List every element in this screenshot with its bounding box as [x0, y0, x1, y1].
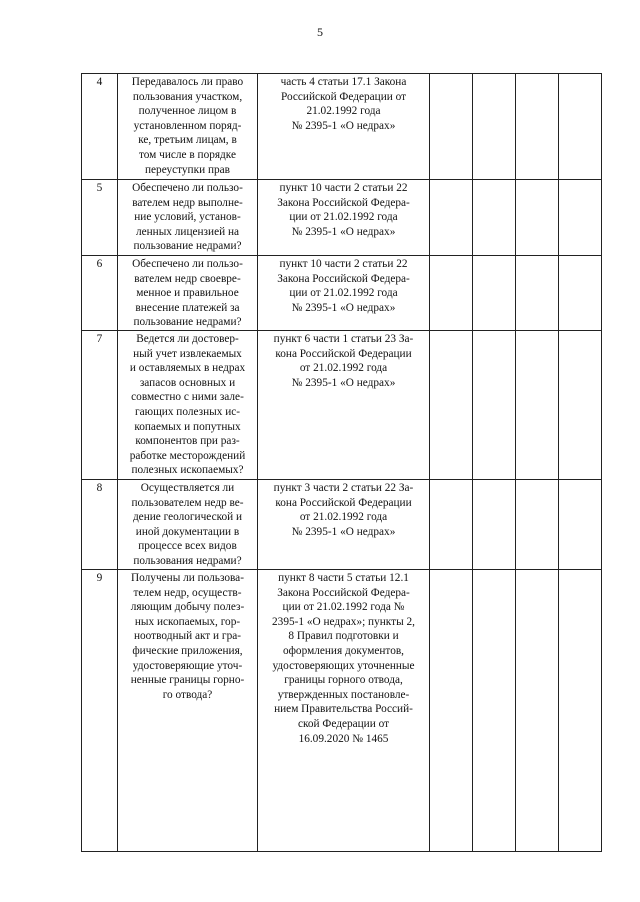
answer-cell [473, 180, 516, 256]
answer-cell [516, 180, 559, 256]
legal-reference-text: пункт 10 части 2 статьи 22 Закона Российской Федера- ции от 21.02.1992 года № 2395-1 «О недрах» [277, 258, 410, 314]
table-row [82, 256, 602, 331]
row-number: 6 [82, 256, 118, 331]
question-cell [118, 570, 258, 852]
legal-reference-text: пункт 6 части 1 статьи 23 За- кона Российской Федерации от 21.02.1992 года № 2395-1 «О недрах» [273, 333, 414, 389]
row-number: 7 [82, 331, 118, 480]
question-text: Осуществляется ли пользователем недр ве- дение геологической и иной документации в процессе всех видов пользования недрами? [131, 482, 244, 567]
answer-cell [516, 480, 559, 570]
answer-cell [430, 480, 473, 570]
legal-reference-text: пункт 10 части 2 статьи 22 Закона Российской Федера- ции от 21.02.1992 года № 2395-1 «О недрах» [277, 182, 410, 238]
answer-cell [516, 74, 559, 180]
legal-reference-cell [258, 480, 430, 570]
table-row [82, 331, 602, 480]
question-text: Обеспечено ли пользо- вателем недр выполне- ние условий, установ- ленных лицензией на пользование недрами? [132, 182, 243, 253]
question-cell [118, 331, 258, 480]
answer-cell [473, 570, 516, 852]
question-text: Ведется ли достовер- ный учет извлекаемых и оставляемых в недрах запасов основных и совместно с ними зале- гающих полезных ис- копаемых и попутных компонентов при раз- работке месторождений полезных ископаемых? [129, 333, 246, 477]
question-cell [118, 256, 258, 331]
checklist-table [81, 73, 602, 852]
answer-cell [473, 480, 516, 570]
question-text: Обеспечено ли пользо- вателем недр своевре- менное и правильное внесение платежей за пользование недрами? [132, 258, 243, 329]
answer-cell [559, 74, 602, 180]
answer-cell [516, 256, 559, 331]
table-row [82, 570, 602, 852]
answer-cell [473, 331, 516, 480]
answer-cell [430, 331, 473, 480]
row-number: 9 [82, 570, 118, 852]
answer-cell [559, 256, 602, 331]
row-number: 4 [82, 74, 118, 180]
question-cell [118, 74, 258, 180]
legal-reference-cell [258, 570, 430, 852]
table-row [82, 180, 602, 256]
answer-cell [430, 74, 473, 180]
question-cell [118, 180, 258, 256]
answer-cell [430, 570, 473, 852]
table-row [82, 480, 602, 570]
answer-cell [559, 331, 602, 480]
row-number: 8 [82, 480, 118, 570]
answer-cell [473, 74, 516, 180]
question-text: Передавалось ли право пользования участком, полученное лицом в установленном поряд- ке, третьим лицам, в том числе в порядке переуступки прав [131, 76, 244, 176]
legal-reference-text: часть 4 статьи 17.1 Закона Российской Федерации от 21.02.1992 года № 2395-1 «О недрах» [280, 76, 407, 132]
answer-cell [559, 180, 602, 256]
answer-cell [430, 256, 473, 331]
answer-cell [516, 331, 559, 480]
legal-reference-cell [258, 180, 430, 256]
question-cell [118, 480, 258, 570]
legal-reference-text: пункт 8 части 5 статьи 12.1 Закона Российской Федера- ции от 21.02.1992 года № 2395-1 «О недрах»; пункты 2, 8 Правил подготовки и оформления документов, удостоверяющих уточненные границы горного отвода, утвержденных постановле- нием Правительства Россий- ской Федерации от 16.09.2020 № 1465 [272, 572, 415, 745]
row-number: 5 [82, 180, 118, 256]
answer-cell [430, 180, 473, 256]
legal-reference-cell [258, 74, 430, 180]
table-row [82, 74, 602, 180]
answer-cell [559, 480, 602, 570]
legal-reference-cell [258, 256, 430, 331]
answer-cell [559, 570, 602, 852]
answer-cell [473, 256, 516, 331]
question-text: Получены ли пользова- телем недр, осуществ- ляющим добычу полез- ных ископаемых, гор- ноотводный акт и гра- фические приложения, удостоверяющие уточ- ненные границы горно- го отвода? [130, 572, 245, 701]
legal-reference-text: пункт 3 части 2 статьи 22 За- кона Российской Федерации от 21.02.1992 года № 2395-1 «О недрах» [273, 482, 414, 538]
page-number: 5 [317, 25, 323, 39]
answer-cell [516, 570, 559, 852]
legal-reference-cell [258, 331, 430, 480]
